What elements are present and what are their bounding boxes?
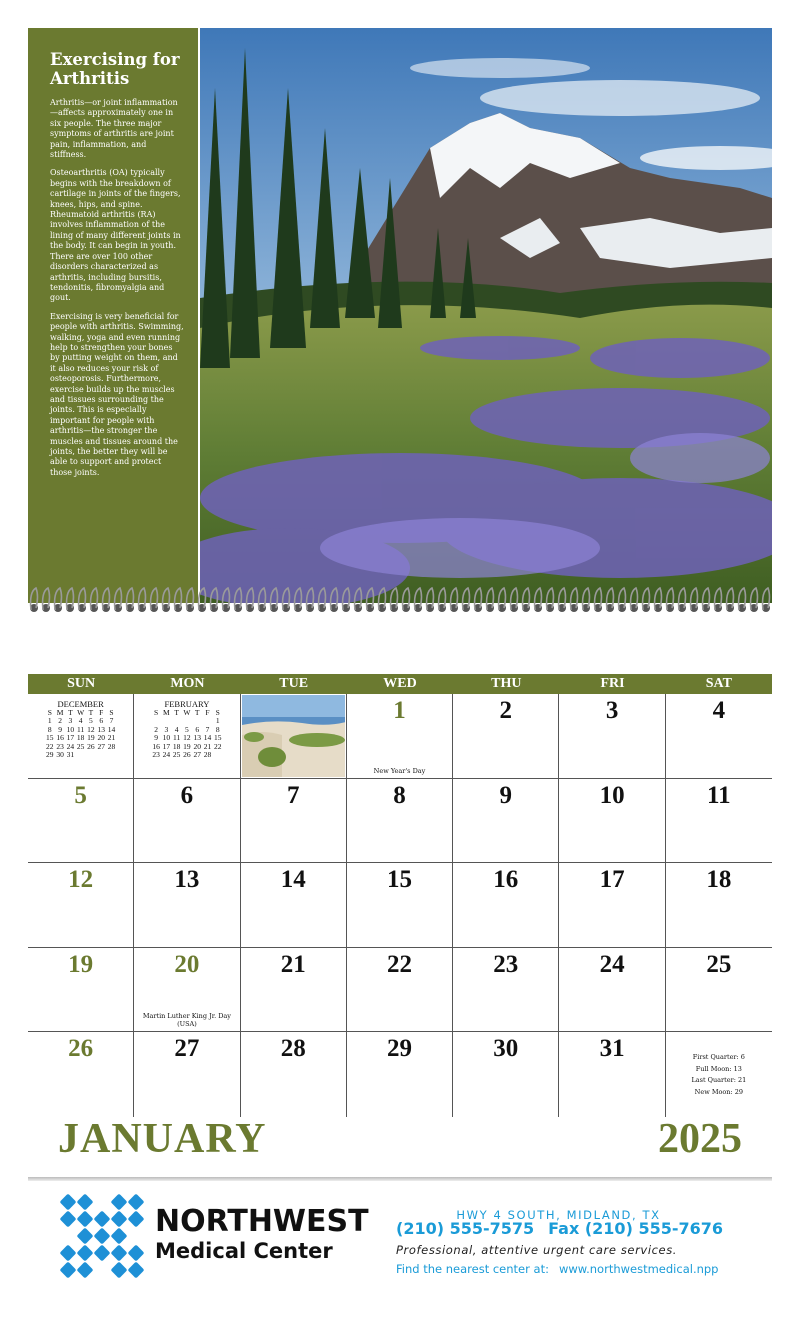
- logo-graphic: [58, 1192, 150, 1284]
- article-paragraph-1: Arthritis—or joint inflammation—affects approximately one in six people. The three major symptoms of arthritis are joint pain, inflammation, and stiffness.: [50, 98, 178, 160]
- mini-day: 18: [172, 741, 181, 751]
- mini-day: [213, 751, 223, 759]
- find-label: Find the nearest center at:: [396, 1262, 549, 1276]
- day-number: 1: [393, 697, 406, 724]
- day-number: 12: [68, 866, 94, 893]
- mini-calendar-december: [36, 700, 125, 759]
- spiral-binding-icon: [28, 586, 772, 618]
- mini-day: 19: [183, 741, 191, 751]
- holiday-label: Martin Luther King Jr. Day (USA): [142, 1012, 231, 1028]
- mini-day: 22: [46, 741, 54, 751]
- logo-diamond: [111, 1228, 128, 1245]
- day-cell: [559, 863, 665, 948]
- mini-weekday: W: [183, 708, 191, 717]
- moon-phase-line: Full Moon: 13: [695, 1064, 742, 1073]
- day-cell: [453, 863, 559, 948]
- mini-day: [76, 751, 86, 759]
- mini-day: 7: [109, 716, 114, 726]
- mini-day: 15: [46, 733, 54, 743]
- day-cell: [666, 694, 772, 779]
- mini-weekday: S: [109, 708, 114, 717]
- day-number: 14: [280, 866, 306, 893]
- mini-weekday: M: [163, 708, 170, 717]
- mini-day: [96, 751, 106, 759]
- moon-phase-line: New Moon: 29: [694, 1087, 744, 1096]
- article-sidebar: [28, 28, 198, 603]
- day-number: 18: [706, 866, 732, 893]
- day-cell: [134, 948, 240, 1033]
- mini-day: 2: [58, 716, 62, 726]
- mini-day: 11: [173, 733, 181, 743]
- mini-day: 17: [66, 733, 75, 743]
- mini-day: 4: [174, 724, 179, 734]
- day-number: 5: [74, 781, 87, 809]
- day-cell: [559, 948, 665, 1033]
- mini-day: 23: [56, 741, 64, 751]
- mini-day: 6: [99, 716, 104, 726]
- mini-weekday: T: [194, 708, 200, 717]
- logo-diamond: [60, 1211, 77, 1228]
- day-number: 21: [280, 950, 306, 978]
- spiral-binding: [28, 586, 772, 618]
- mini-day: 5: [185, 724, 189, 734]
- mini-day: 26: [87, 741, 95, 751]
- day-cell: [241, 779, 347, 864]
- logo-diamond: [111, 1211, 128, 1228]
- day-cell: [347, 948, 453, 1033]
- mini-day: 20: [97, 733, 105, 743]
- day-number: 26: [68, 1035, 94, 1062]
- mini-day: 11: [77, 724, 85, 734]
- mini-weekday: T: [88, 708, 94, 717]
- day-number: 16: [493, 866, 519, 893]
- day-number: 25: [706, 950, 732, 978]
- day-number: 30: [493, 1035, 519, 1062]
- logo-diamond: [77, 1262, 94, 1279]
- logo-diamond: [111, 1262, 128, 1279]
- article-paragraph-3: Exercising is very beneficial for people with arthritis. Swimming, walking, yoga and even running help to strengthen your bones by putting weight on them, and it also reduces your risk of osteoporosis. Furthermore, exercise builds up the muscles and tissues surrounding the joints. This is especially important for people with arthritis—the stronger the muscles and tissues around the joints, the better they will be able to support and protect those joints.: [50, 311, 184, 477]
- day-cell: [241, 863, 347, 948]
- mini-weekday: S: [47, 708, 52, 717]
- footer-divider: [28, 1177, 772, 1181]
- logo-diamond: [77, 1245, 94, 1262]
- mini-day: 1: [215, 716, 220, 726]
- mini-day: 21: [203, 741, 212, 751]
- day-cell: [134, 863, 240, 948]
- mini-day: 17: [162, 741, 171, 751]
- mini-day: 20: [193, 741, 201, 751]
- day-cell: [347, 779, 453, 864]
- day-number: 31: [599, 1035, 625, 1062]
- day-cell: [453, 1032, 559, 1117]
- mini-day: 15: [214, 733, 222, 743]
- mini-day: 1: [47, 716, 52, 726]
- day-number: 23: [493, 950, 519, 978]
- month-title: JANUARY: [58, 1116, 267, 1162]
- mini-weekday: T: [174, 708, 179, 717]
- mini-day: 27: [97, 741, 105, 751]
- moon-phase-line: First Quarter: 6: [692, 1053, 745, 1061]
- calendar-grid: [28, 674, 772, 1117]
- day-number: 17: [599, 866, 625, 893]
- logo-diamond: [94, 1228, 111, 1245]
- mini-day: 19: [87, 733, 95, 743]
- mini-day: 25: [76, 741, 85, 751]
- day-cell: [453, 948, 559, 1033]
- mini-day: 25: [172, 750, 181, 760]
- day-number: 11: [707, 781, 731, 809]
- day-cell: [666, 863, 772, 948]
- mini-calendar-february: [142, 700, 231, 759]
- mini-day: 24: [162, 750, 171, 760]
- day-cell: [666, 779, 772, 864]
- mini-weekday: S: [153, 708, 159, 717]
- day-number: 7: [286, 781, 300, 809]
- day-number: 29: [386, 1035, 412, 1062]
- day-number: 27: [174, 1035, 200, 1062]
- mini-day: 2: [154, 724, 158, 734]
- day-number: 4: [712, 697, 726, 724]
- top-feature: [28, 28, 772, 603]
- address: HWY 4 SOUTH, MIDLAND, TX: [456, 1208, 661, 1222]
- brand-subtitle: Medical Center: [155, 1239, 333, 1263]
- mini-day: 3: [68, 716, 73, 726]
- mini-day: 31: [66, 750, 75, 760]
- day-number: 8: [393, 781, 406, 809]
- mini-day: 9: [154, 733, 158, 743]
- weekday-sun: SUN: [67, 676, 96, 691]
- mini-day: 21: [107, 733, 116, 743]
- day-cell: [241, 948, 347, 1033]
- day-number: 28: [280, 1035, 306, 1062]
- day-number: 22: [386, 950, 412, 978]
- diamond-x-logo-icon: [58, 1192, 150, 1284]
- day-cell: [134, 694, 240, 779]
- holiday-label: New Year's Day: [373, 766, 426, 775]
- mini-day: 10: [162, 733, 171, 743]
- beach-dune-photo: [242, 695, 345, 777]
- day-number: 20: [174, 950, 200, 978]
- dune-illustration: [242, 695, 345, 777]
- weekday-tue: TUE: [279, 676, 309, 691]
- mini-day: 16: [56, 733, 64, 743]
- day-number: 2: [499, 697, 513, 724]
- mini-day: 5: [89, 716, 93, 726]
- mountain-photo-illustration: [200, 28, 772, 603]
- mini-day: 8: [47, 724, 52, 734]
- day-cell: [666, 1032, 772, 1117]
- day-number: 19: [68, 950, 94, 978]
- day-cell: [347, 1032, 453, 1117]
- day-cell: [28, 694, 134, 779]
- logo-diamond: [111, 1245, 128, 1262]
- mini-calendar-title: DECEMBER: [57, 699, 104, 709]
- logo-diamond: [94, 1245, 111, 1262]
- weekday-mon: MON: [170, 676, 205, 691]
- day-cell: [559, 1032, 665, 1117]
- weekday-header: [28, 674, 772, 694]
- moon-phases: [670, 1052, 768, 1098]
- mini-day: 7: [205, 724, 210, 734]
- day-number: 3: [605, 697, 619, 724]
- brand-name: NORTHWEST: [155, 1204, 369, 1239]
- article-paragraph-2: Osteoarthritis (OA) typically begins with the breakdown of cartilage in joints of the fingers, knees, hips, and spine. Rheumatoid arthritis (RA) involves inflammation of the lining of many different joints in the body. It can begin in youth. There are over 100 other disorders characterized as arthritis, including bursitis, tendonitis, fibromyalgia and gout.: [50, 168, 181, 303]
- website-link[interactable]: www.northwestmedical.npp: [558, 1262, 719, 1276]
- days-grid: [28, 694, 772, 1117]
- fax-number: Fax (210) 555-7676: [548, 1219, 724, 1238]
- mini-weekday: T: [68, 708, 73, 717]
- day-cell: [453, 694, 559, 779]
- logo-diamond: [77, 1211, 94, 1228]
- logo-diamond: [128, 1262, 145, 1279]
- tagline: Professional, attentive urgent care services.: [396, 1243, 678, 1257]
- logo-diamond: [60, 1194, 77, 1211]
- mini-weekday: F: [205, 708, 210, 717]
- logo-diamond: [128, 1211, 145, 1228]
- day-cell: [559, 779, 665, 864]
- mini-weekday: W: [77, 708, 85, 717]
- mini-day: 8: [215, 724, 220, 734]
- day-number: 6: [180, 781, 194, 809]
- mini-calendar-table: [45, 709, 117, 759]
- day-cell: [666, 948, 772, 1033]
- phone-line: [396, 1219, 723, 1239]
- mini-day: 26: [183, 750, 191, 760]
- mini-day: 30: [56, 750, 64, 760]
- weekday-wed: WED: [383, 676, 417, 691]
- mini-day: 13: [97, 724, 105, 734]
- mini-day: 10: [66, 724, 75, 734]
- day-cell: [28, 863, 134, 948]
- logo-diamond: [128, 1245, 145, 1262]
- year-title: 2025: [658, 1116, 742, 1162]
- day-cell: [28, 779, 134, 864]
- website-line: [396, 1261, 718, 1277]
- logo-diamond: [77, 1194, 94, 1211]
- day-number: 9: [499, 781, 513, 809]
- mini-day: 12: [87, 724, 95, 734]
- article-title: Exercising for Arthritis: [50, 50, 180, 88]
- day-cell: [134, 779, 240, 864]
- mini-day: [86, 751, 96, 759]
- logo-diamond: [111, 1194, 128, 1211]
- phone-number: (210) 555-7575: [396, 1219, 535, 1238]
- mountain-meadow-photo: [200, 28, 772, 603]
- mini-day: 27: [193, 750, 201, 760]
- mini-day: 16: [152, 741, 160, 751]
- day-cell: [241, 694, 347, 779]
- weekday-fri: FRI: [600, 676, 625, 691]
- logo-diamond: [94, 1211, 111, 1228]
- mini-day: 12: [183, 733, 191, 743]
- day-cell: [134, 1032, 240, 1117]
- day-cell: [347, 863, 453, 948]
- weekday-sat: SAT: [705, 676, 732, 691]
- mini-day: [106, 751, 116, 759]
- logo-diamond: [60, 1262, 77, 1279]
- mini-day: 23: [152, 750, 160, 760]
- mini-day: 3: [164, 724, 169, 734]
- day-number: 10: [599, 781, 625, 809]
- logo-diamond: [77, 1228, 94, 1245]
- day-cell: [28, 1032, 134, 1117]
- mini-calendar-title: FEBRUARY: [164, 699, 210, 709]
- mini-day: 29: [46, 750, 54, 760]
- mini-day: 24: [66, 741, 75, 751]
- mini-day: 9: [58, 724, 62, 734]
- mini-weekday: M: [56, 708, 64, 717]
- mini-day: 28: [107, 741, 116, 751]
- mini-day: 14: [203, 733, 212, 743]
- mini-day: 14: [107, 724, 116, 734]
- mini-weekday: F: [99, 708, 104, 717]
- mini-day: 22: [214, 741, 222, 751]
- day-cell: [28, 948, 134, 1033]
- day-number: 15: [386, 866, 412, 893]
- mini-day: 13: [193, 733, 201, 743]
- day-cell: [559, 694, 665, 779]
- day-cell: [241, 1032, 347, 1117]
- logo-diamond: [128, 1194, 145, 1211]
- mini-day: 18: [76, 733, 85, 743]
- mini-day: 6: [195, 724, 200, 734]
- moon-phase-line: Last Quarter: 21: [691, 1076, 747, 1085]
- day-cell: [347, 694, 453, 779]
- day-cell: [453, 779, 559, 864]
- day-number: 13: [174, 866, 200, 893]
- mini-calendar-table: [151, 709, 223, 759]
- mini-day: 4: [78, 716, 83, 726]
- mini-weekday: S: [215, 708, 220, 717]
- mini-day: 28: [203, 750, 212, 760]
- weekday-thu: THU: [491, 676, 522, 691]
- day-number: 24: [599, 950, 625, 978]
- logo-diamond: [60, 1245, 77, 1262]
